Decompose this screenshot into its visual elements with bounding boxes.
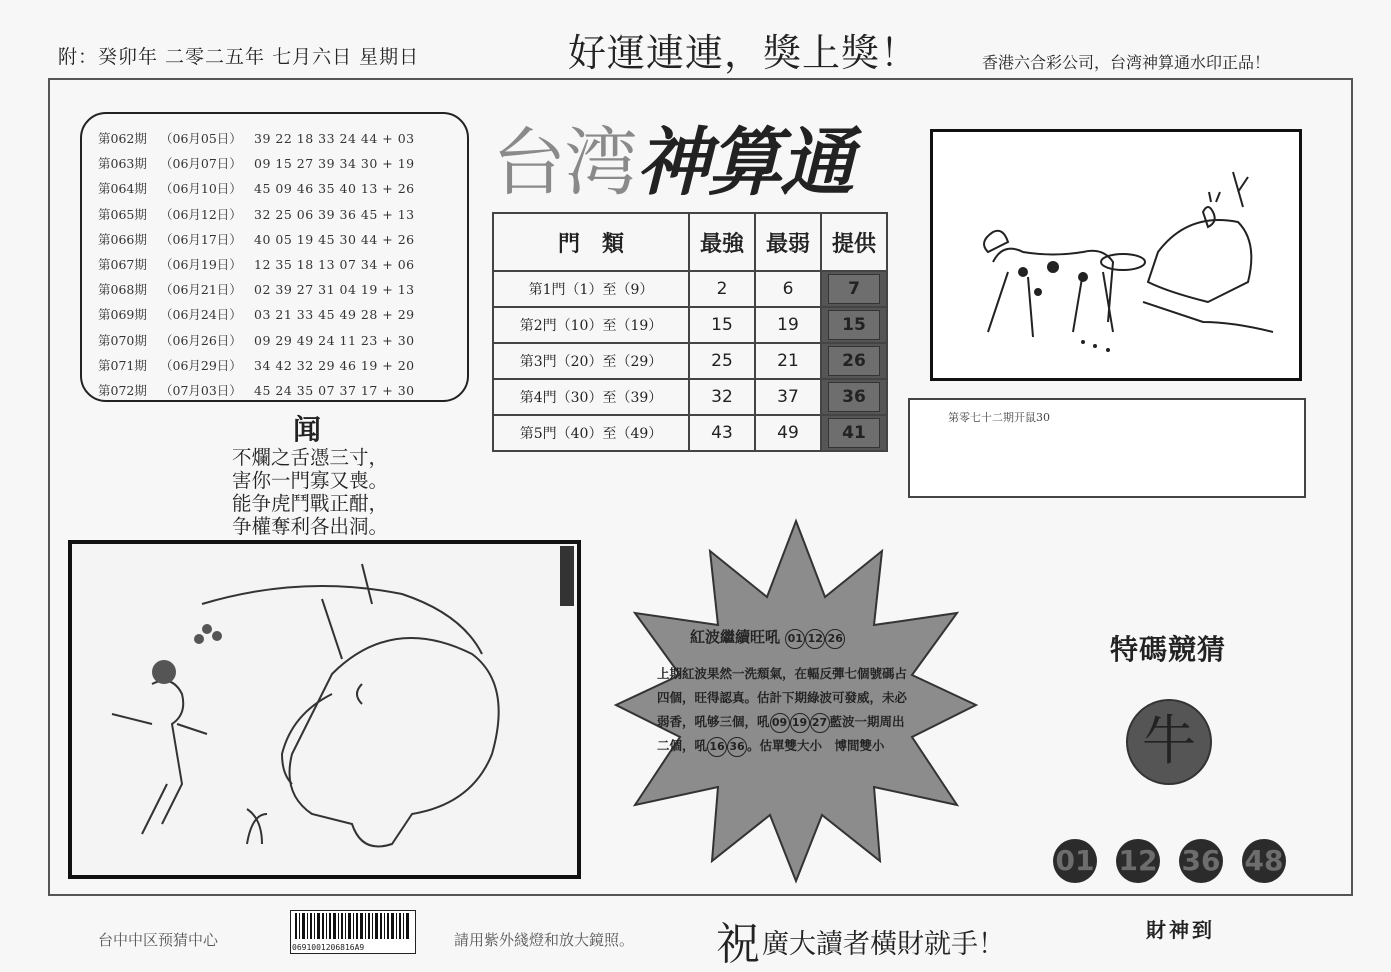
footer-center: 台中中区预猜中心 bbox=[98, 931, 219, 949]
max-value: 25 bbox=[689, 343, 755, 379]
table-row bbox=[493, 379, 887, 415]
door-label: 第1門（1）至（9） bbox=[493, 271, 689, 307]
star-body bbox=[657, 662, 949, 758]
star-title bbox=[690, 626, 845, 649]
star-line: 四個，旺得認真。估計下期綠波可發威，未必 bbox=[657, 690, 908, 705]
number-ball: 27 bbox=[810, 713, 830, 733]
provide-cell bbox=[821, 379, 887, 415]
history-row: 第071期 （06月29日） 34 42 32 29 46 19 + 20 bbox=[98, 357, 415, 373]
poem-line: 能争虎鬥戰正酣， bbox=[232, 492, 389, 515]
number-ball: 36 bbox=[727, 737, 747, 757]
poem-title: 闻 bbox=[293, 413, 322, 446]
history-row: 第062期 （06月05日） 39 22 18 33 24 44 + 03 bbox=[98, 131, 415, 146]
min-value: 6 bbox=[755, 271, 821, 307]
boy-and-elephant-drawing bbox=[72, 544, 577, 875]
header-slogan: 好運連連，獎上獎！ bbox=[568, 31, 920, 75]
footer-hint: 請用紫外綫燈和放大鏡照。 bbox=[454, 931, 635, 949]
provide-cell bbox=[821, 415, 887, 451]
min-value: 19 bbox=[755, 307, 821, 343]
barcode-number: 0691001206816A9 bbox=[292, 943, 365, 952]
dog-and-rabbit-drawing bbox=[933, 132, 1299, 378]
number-ball: 26 bbox=[825, 629, 845, 649]
table-header-row bbox=[493, 213, 887, 271]
number-ball: 19 bbox=[790, 713, 810, 733]
history-row: 第070期 （06月26日） 09 29 49 24 11 23 + 30 bbox=[98, 332, 415, 348]
note-text: 第零七十二期开鼠30 bbox=[948, 411, 1050, 424]
door-label: 第3門（20）至（29） bbox=[493, 343, 689, 379]
dog-illustration bbox=[930, 129, 1302, 381]
special-number: 48 bbox=[1242, 839, 1286, 883]
door-label: 第5門（40）至（49） bbox=[493, 415, 689, 451]
title-part-2: 神算通 bbox=[636, 120, 852, 206]
header-door: 門 類 bbox=[493, 213, 689, 271]
page-title bbox=[492, 104, 852, 210]
history-row: 第063期 （06月07日） 09 15 27 39 34 30 + 19 bbox=[98, 156, 415, 172]
door-table bbox=[492, 212, 888, 452]
header-date: 附：癸卯年 二零二五年 七月六日 星期日 bbox=[58, 46, 420, 68]
provide-cell bbox=[821, 307, 887, 343]
min-value: 49 bbox=[755, 415, 821, 451]
max-value: 32 bbox=[689, 379, 755, 415]
header-min: 最弱 bbox=[755, 213, 821, 271]
footer-wish-char: 祝 bbox=[716, 919, 760, 970]
history-row: 第065期 （06月12日） 32 25 06 39 36 45 + 13 bbox=[98, 206, 415, 222]
max-value: 15 bbox=[689, 307, 755, 343]
poem bbox=[232, 446, 388, 538]
elephant-illustration bbox=[68, 540, 581, 879]
poem-line: 争權奪利各出洞。 bbox=[232, 515, 389, 538]
history-row: 第072期 （07月03日） 45 24 35 07 37 17 + 30 bbox=[98, 382, 415, 398]
number-ball: 16 bbox=[707, 737, 727, 757]
special-number: 01 bbox=[1053, 839, 1097, 883]
provide-value: 36 bbox=[828, 382, 880, 412]
star-line: 弱香，吼够三個，吼 09 19 27 藍波一期周出 bbox=[657, 710, 949, 734]
footer-right: 財神到 bbox=[1146, 918, 1215, 942]
table-row bbox=[493, 307, 887, 343]
number-ball: 01 bbox=[785, 629, 805, 649]
header-max: 最強 bbox=[689, 213, 755, 271]
poem-line: 害你一門寡又喪。 bbox=[232, 469, 389, 492]
provide-value: 15 bbox=[828, 310, 880, 340]
special-number: 36 bbox=[1179, 839, 1223, 883]
footer-wish: 廣大讀者橫財就手！ bbox=[762, 929, 1005, 960]
star-line: 上期紅波果然一洗頹氣，在輻反彈七個號碼占 bbox=[657, 666, 908, 681]
min-value: 21 bbox=[755, 343, 821, 379]
number-ball: 09 bbox=[770, 713, 790, 733]
special-number: 12 bbox=[1116, 839, 1160, 883]
table-row bbox=[493, 343, 887, 379]
max-value: 2 bbox=[689, 271, 755, 307]
history-box bbox=[80, 112, 469, 402]
number-ball: 12 bbox=[805, 629, 825, 649]
zodiac-badge: 牛 bbox=[1126, 699, 1212, 785]
table-row bbox=[493, 415, 887, 451]
title-part-1: 台湾 bbox=[492, 120, 636, 206]
header-right-text: 香港六合彩公司，台湾神算通水印正品！ bbox=[982, 53, 1271, 72]
door-label: 第4門（30）至（39） bbox=[493, 379, 689, 415]
star-title-text: 紅波繼續旺吼 bbox=[690, 628, 781, 646]
door-label: 第2門（10）至（19） bbox=[493, 307, 689, 343]
provide-cell bbox=[821, 271, 887, 307]
history-row: 第067期 （06月19日） 12 35 18 13 07 34 + 06 bbox=[98, 256, 415, 272]
history-row: 第066期 （06月17日） 40 05 19 45 30 44 + 26 bbox=[98, 231, 415, 247]
header-provide: 提供 bbox=[821, 213, 887, 271]
history-row: 第064期 （06月10日） 45 09 46 35 40 13 + 26 bbox=[98, 181, 415, 197]
poem-line: 不爛之舌憑三寸， bbox=[232, 446, 389, 469]
min-value: 37 bbox=[755, 379, 821, 415]
provide-value: 41 bbox=[828, 418, 880, 448]
max-value: 43 bbox=[689, 415, 755, 451]
table-row bbox=[493, 271, 887, 307]
star-line: 二個，吼 16 36 。估單雙大小 博間雙小 bbox=[657, 734, 949, 758]
provide-value: 7 bbox=[828, 274, 880, 304]
provide-value: 26 bbox=[828, 346, 880, 376]
history-row: 第069期 （06月24日） 03 21 33 45 49 28 + 29 bbox=[98, 307, 415, 323]
history-row: 第068期 （06月21日） 02 39 27 31 04 19 + 13 bbox=[98, 282, 415, 298]
provide-cell bbox=[821, 343, 887, 379]
barcode-bars bbox=[291, 911, 415, 941]
special-code-title: 特碼競猜 bbox=[1110, 633, 1227, 666]
